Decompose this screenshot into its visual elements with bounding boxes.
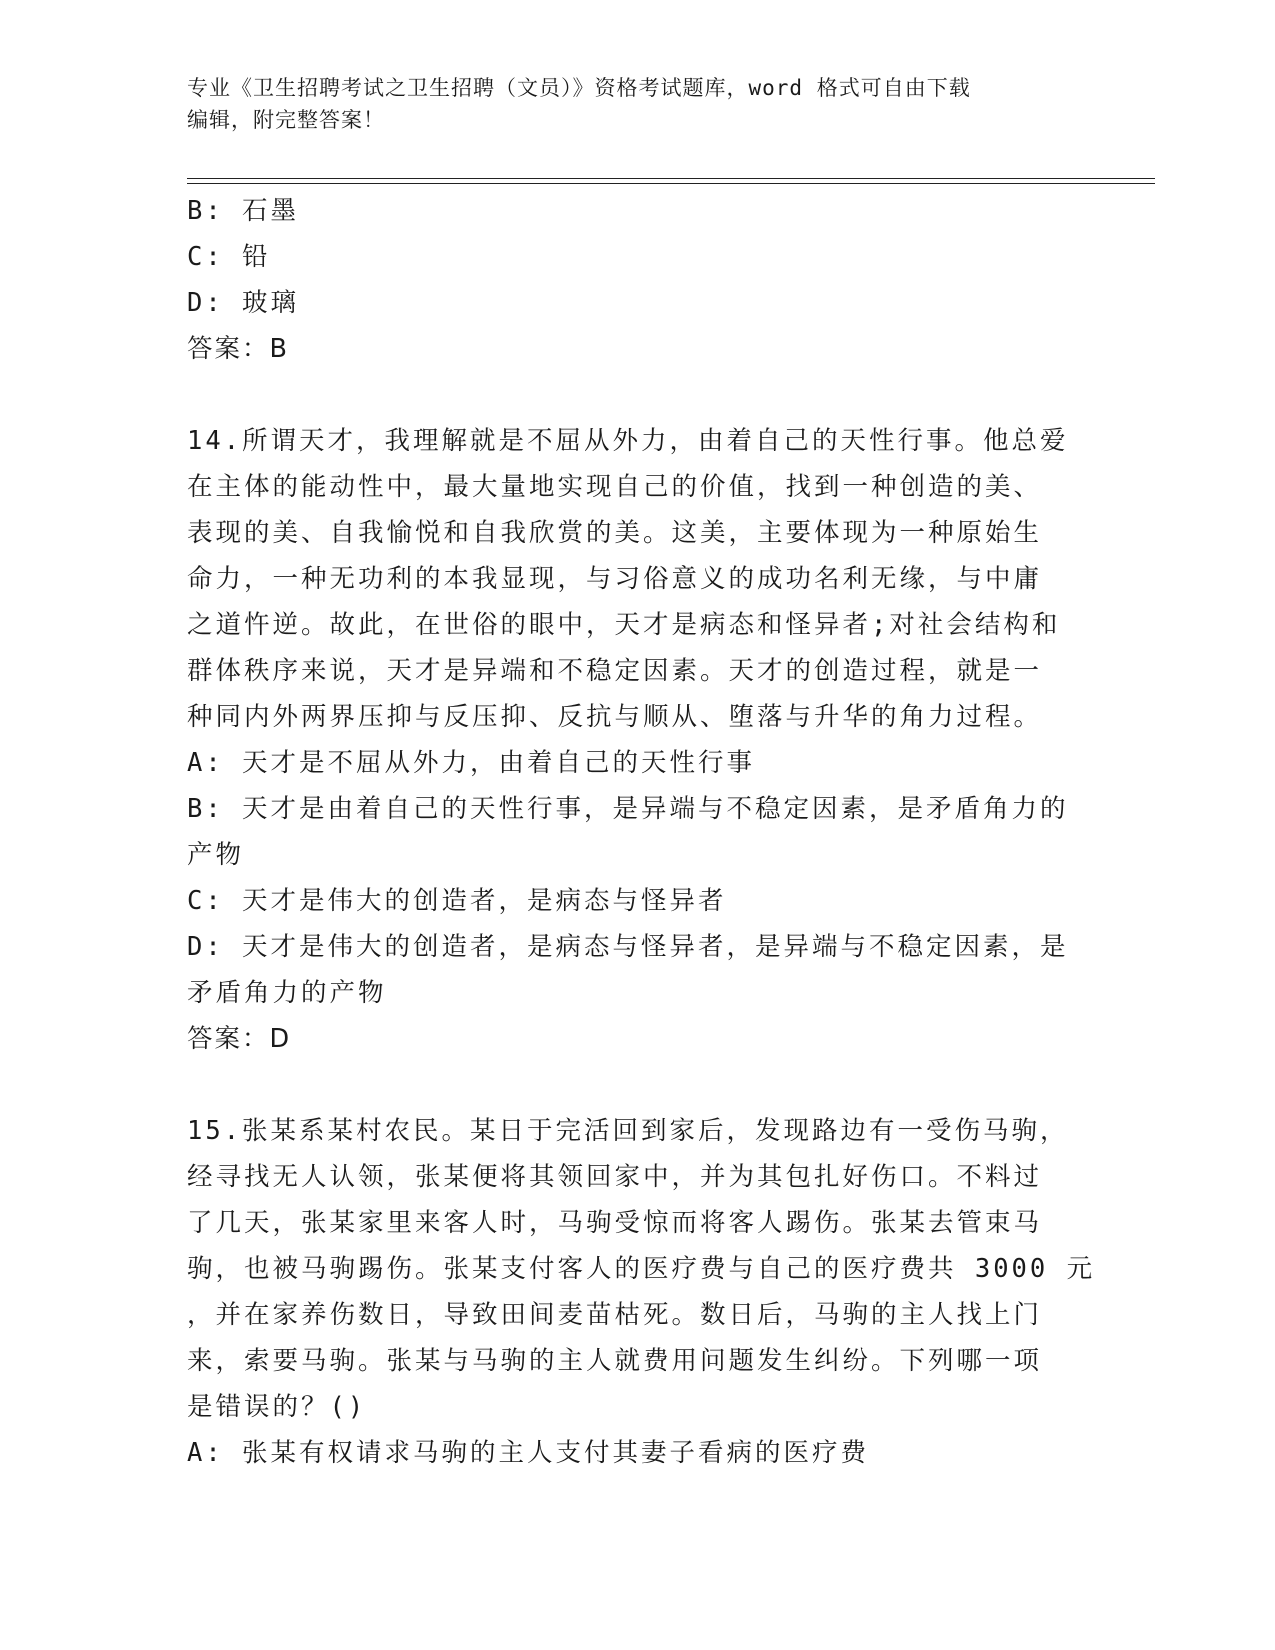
q14-stem-line: 14.所谓天才，我理解就是不屈从外力，由着自己的天性行事。他总爱 bbox=[187, 426, 1069, 456]
header-line-2: 编辑，附完整答案！ bbox=[187, 108, 385, 132]
q14-option-b: B: 天才是由着自己的天性行事，是异端与不稳定因素，是矛盾角力的 bbox=[187, 794, 1069, 824]
q13-option-c: C: 铅 bbox=[187, 242, 271, 272]
q15-stem-line: 了几天，张某家里来客人时，马驹受惊而将客人踢伤。张某去管束马 bbox=[187, 1208, 1043, 1238]
q13-option-b: B: 石墨 bbox=[187, 196, 300, 226]
spacer bbox=[187, 1062, 1077, 1108]
q15-stem-line: 经寻找无人认领，张某便将其领回家中，并为其包扎好伤口。不料过 bbox=[187, 1162, 1043, 1192]
q13-option-d: D: 玻璃 bbox=[187, 288, 300, 318]
q14-stem-line: 在主体的能动性中，最大量地实现自己的价值，找到一种创造的美、 bbox=[187, 472, 1043, 502]
header-line-1: 专业《卫生招聘考试之卫生招聘（文员）》资格考试题库，word 格式可自由下载 bbox=[187, 76, 971, 100]
q15-option-a: A: 张某有权请求马驹的主人支付其妻子看病的医疗费 bbox=[187, 1438, 870, 1468]
header-rule-top bbox=[187, 178, 1155, 179]
q14-stem-line: 表现的美、自我愉悦和自我欣赏的美。这美，主要体现为一种原始生 bbox=[187, 518, 1043, 548]
q13-answer: 答案：B bbox=[187, 334, 289, 364]
q15-stem-line: ，并在家养伤数日，导致田间麦苗枯死。数日后，马驹的主人找上门 bbox=[187, 1300, 1043, 1330]
q14-option-c: C: 天才是伟大的创造者，是病态与怪异者 bbox=[187, 886, 727, 916]
q14-answer: 答案：D bbox=[187, 1024, 292, 1054]
q14-stem bbox=[187, 418, 1077, 740]
spacer bbox=[187, 372, 1077, 418]
q14-stem-line: 命力，一种无功利的本我显现，与习俗意义的成功名利无缘，与中庸 bbox=[187, 564, 1043, 594]
q14-option-d-continued: 矛盾角力的产物 bbox=[187, 978, 387, 1008]
q14-option-d: D: 天才是伟大的创造者，是病态与怪异者，是异端与不稳定因素，是 bbox=[187, 932, 1069, 962]
q14-option-a: A: 天才是不屈从外力，由着自己的天性行事 bbox=[187, 748, 756, 778]
q15-stem-line: 是错误的？() bbox=[187, 1392, 367, 1422]
question-content bbox=[187, 188, 1096, 1476]
q14-stem-line: 之道忤逆。故此，在世俗的眼中，天才是病态和怪异者;对社会结构和 bbox=[187, 610, 1061, 640]
page-header bbox=[187, 72, 1067, 136]
q14-stem-line: 种同内外两界压抑与反压抑、反抗与顺从、堕落与升华的角力过程。 bbox=[187, 702, 1043, 732]
q15-stem-line: 驹，也被马驹踢伤。张某支付客人的医疗费与自己的医疗费共 3000 元 bbox=[187, 1254, 1096, 1284]
q14-option-b-continued: 产物 bbox=[187, 840, 245, 870]
q15-stem bbox=[187, 1108, 1096, 1430]
q15-stem-line: 15.张某系某村农民。某日于完活回到家后，发现路边有一受伤马驹， bbox=[187, 1116, 1069, 1146]
header-rule-bottom bbox=[187, 183, 1155, 184]
q15-stem-line: 来，索要马驹。张某与马驹的主人就费用问题发生纠纷。下列哪一项 bbox=[187, 1346, 1043, 1376]
q14-stem-line: 群体秩序来说，天才是异端和不稳定因素。天才的创造过程，就是一 bbox=[187, 656, 1043, 686]
